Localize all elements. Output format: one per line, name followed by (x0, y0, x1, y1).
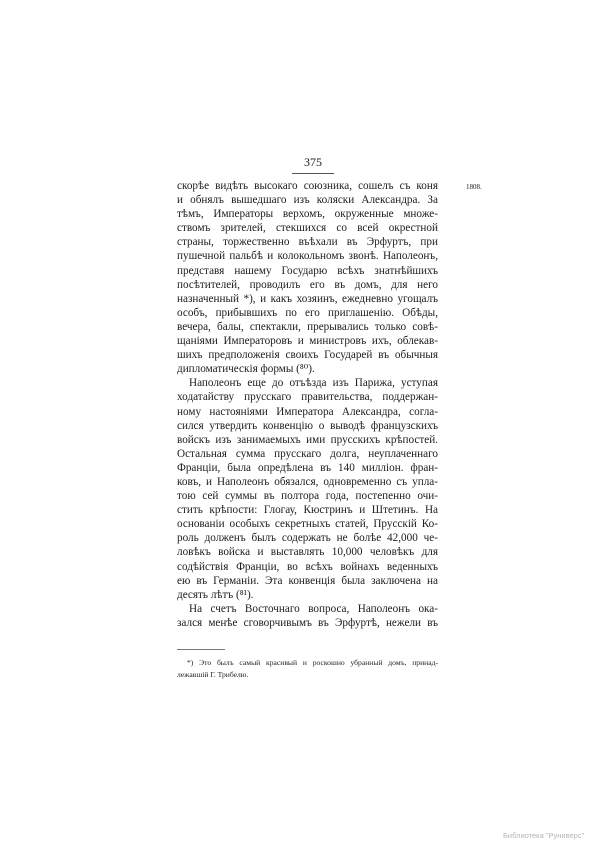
paragraph (177, 602, 438, 630)
text-line: содѣйствія Франціи, во всѣхъ войнахъ веденныхъ (177, 560, 438, 573)
text-line: ходатайству прусскаго правительства, поддержан- (177, 391, 438, 404)
footnote-separator (177, 649, 225, 650)
text-line: и обнялъ вышедшаго изъ коляски Александра. За (177, 194, 438, 207)
body-text (177, 179, 438, 630)
text-line: стить крѣпости: Глогау, Кюстринъ и Штетинъ. На (177, 504, 438, 517)
text-line: десять лѣтъ (⁸¹). (177, 588, 254, 601)
text-line: Остальная сумма прусскаго долга, неуплаченнаго (177, 447, 438, 460)
footnote-line: *) Это былъ самый красивый и роскошно убранный домъ, принад- (187, 658, 438, 667)
text-line: пушечной пальбѣ и колокольномъ звонѣ. Наполеонъ, (177, 250, 438, 263)
text-line: Франціи, была опредѣлена въ 140 милліон. фран- (177, 461, 438, 474)
text-line: зался менѣе сговорчивымъ въ Эрфуртѣ, нежели въ (177, 616, 438, 629)
text-line: тою сей суммы въ полтора года, постепенно очи- (177, 490, 438, 503)
text-line: дипломатическія формы (⁸⁰). (177, 363, 315, 376)
footnote-line: лежавшій Г. Трибелю. (177, 670, 249, 679)
text-line: сился утвердить конвенцію о выводѣ французскихъ (177, 419, 438, 432)
footnote (177, 657, 438, 681)
paragraph (177, 179, 438, 376)
text-line: ею въ Германіи. Эта конвенція была заключена на (177, 574, 438, 587)
text-line: назначенный *), и какъ хозяинъ, ежедневно угощалъ (177, 292, 438, 305)
text-line: посѣтителей, проводилъ его въ домъ, для него (177, 278, 438, 291)
text-line: тѣмъ, Императоры верхомъ, окруженные множе- (177, 208, 438, 221)
text-line: основаніи особыхъ секретныхъ статей, Прусскій Ко- (177, 518, 438, 531)
text-line: Наполеонъ еще до отъѣзда изъ Парижа, уступая (189, 377, 438, 390)
text-line: щаніями Императоровъ и министровъ ихъ, облекав- (177, 335, 438, 348)
text-line: особъ, прибывшихъ по его приглашенію. Обѣды, (177, 306, 438, 319)
text-line: ному настояніями Императора Александра, согла- (177, 405, 438, 418)
text-line: страны, торжественно въѣхали въ Эрфуртъ, при (177, 236, 438, 249)
text-line: шихъ предположенія своихъ Государей въ обычныя (177, 349, 438, 362)
text-line: роль долженъ былъ содержать не болѣе 42,000 че- (177, 532, 438, 545)
margin-note-year: 1808. (466, 183, 482, 191)
page-number-rule (292, 173, 334, 174)
text-line: На счетъ Восточнаго вопроса, Наполеонъ ока- (189, 602, 438, 615)
text-line: скорѣе видѣть высокаго союзника, сошелъ съ коня (177, 180, 438, 192)
page-number: 375 (304, 155, 322, 169)
text-line: ствомъ зрителей, стекшихся со всей окрестной (177, 222, 438, 235)
text-line: ловѣкъ войска и выставлять 10,000 человѣкъ для (177, 546, 438, 559)
text-line: ковъ, и Наполеонъ обязался, одновременно съ упла- (177, 475, 438, 488)
text-line: представя нашему Государю всѣхъ знатнѣйшихъ (177, 264, 438, 277)
library-watermark: Библиотека "Руниверс" (503, 831, 585, 840)
text-line: войскъ изъ занимаемыхъ ими прусскихъ крѣпостей. (177, 433, 438, 446)
paragraph (177, 376, 438, 602)
text-line: вечера, балы, спектакли, прерывались только совѣ- (177, 320, 438, 333)
